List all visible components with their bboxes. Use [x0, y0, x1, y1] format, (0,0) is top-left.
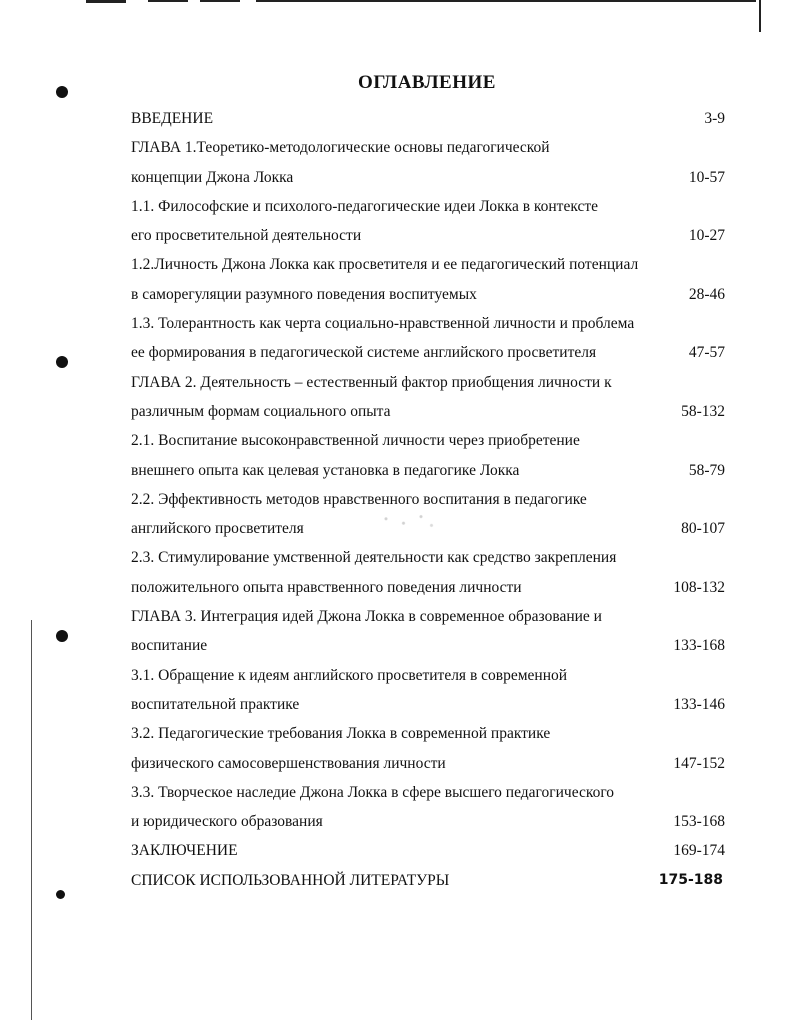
toc-entry [131, 602, 725, 631]
scan-edge-mark [759, 0, 761, 32]
toc-entry-title: в саморегуляции разумного поведения воспитуемых [131, 285, 477, 303]
toc-entry-title: 1.1. Философские и психолого-педагогические идеи Локка в контексте [131, 197, 599, 215]
toc-entry-title: 2.3. Стимулирование умственной деятельности как средство закрепления [131, 549, 617, 567]
toc-entry-title: внешнего опыта как целевая установка в педагогике Локка [131, 461, 520, 479]
toc-entry-pages: 108-132 [673, 578, 725, 596]
toc-entry-pages: 175-188 [658, 871, 723, 888]
toc-entry [131, 280, 725, 309]
toc-entry-title: его просветительной деятельности [131, 227, 362, 245]
toc-entry [131, 661, 725, 690]
toc-entry [131, 749, 725, 778]
toc-entry-title: ее формирования в педагогической системе английского просветителя [131, 344, 597, 362]
toc-entry-pages: 47-57 [688, 344, 725, 362]
toc-entry [131, 163, 725, 192]
scan-edge-mark [31, 620, 32, 1020]
binder-hole [56, 890, 65, 899]
toc-entry [131, 719, 725, 748]
table-of-contents [131, 104, 725, 895]
toc-entry [131, 836, 725, 865]
toc-entry-pages: 133-146 [673, 695, 725, 713]
toc-entry [131, 250, 725, 279]
toc-entry-pages: 58-132 [681, 402, 725, 420]
toc-entry [131, 368, 725, 397]
binder-hole [56, 630, 68, 642]
toc-entry [131, 573, 725, 602]
scan-edge-mark [200, 0, 240, 2]
toc-entry-title: и юридического образования [131, 813, 323, 831]
toc-entry-title: 1.2.Личность Джона Локка как просветителя и ее педагогический потенциал [131, 256, 639, 274]
toc-entry-pages: 3-9 [704, 110, 725, 127]
binder-hole [56, 356, 68, 368]
toc-entry [131, 338, 725, 367]
toc-entry-title: ГЛАВА 2. Деятельность – естественный фактор приобщения личности к [131, 373, 612, 391]
toc-entry [131, 514, 725, 543]
toc-entry [131, 543, 725, 572]
toc-entry-title: воспитание [131, 637, 208, 655]
toc-entry-title: ГЛАВА 3. Интеграция идей Джона Локка в современное образование и [131, 608, 602, 626]
toc-entry-pages: 169-174 [673, 842, 725, 860]
toc-entry-pages: 153-168 [673, 813, 725, 831]
toc-entry-title: положительного опыта нравственного поведения личности [131, 578, 522, 596]
toc-entry-title: ВВЕДЕНИЕ [131, 110, 214, 127]
toc-entry [131, 456, 725, 485]
toc-entry-pages: 133-168 [673, 637, 725, 655]
toc-entry-pages: 10-57 [688, 168, 725, 186]
toc-entry-title: 3.3. Творческое наследие Джона Локка в сфере высшего педагогического [131, 783, 615, 801]
toc-entry [131, 866, 725, 895]
scan-edge-mark [86, 0, 126, 3]
toc-entry-pages: 28-46 [688, 285, 725, 303]
toc-entry-title: различным формам социального опыта [131, 402, 391, 420]
scan-edge-mark [148, 0, 188, 2]
toc-entry-title: 2.1. Воспитание высоконравственной личности через приобретение [131, 432, 580, 450]
toc-entry-title: концепции Джона Локка [131, 168, 294, 186]
toc-entry [131, 309, 725, 338]
page-title: ОГЛАВЛЕНИЕ [358, 72, 496, 93]
toc-entry [131, 426, 725, 455]
toc-entry [131, 807, 725, 836]
toc-entry-pages: 58-79 [688, 461, 725, 479]
toc-entry-title: ГЛАВА 1.Теоретико-методологические основы педагогической [131, 139, 550, 157]
toc-entry-pages: 10-27 [688, 227, 725, 245]
toc-entry [131, 631, 725, 660]
toc-entry [131, 485, 725, 514]
toc-entry [131, 397, 725, 426]
toc-entry-title: английского просветителя [131, 520, 304, 538]
toc-entry-pages: 147-152 [673, 754, 725, 772]
toc-entry-title: физического самосовершенствования личности [131, 754, 446, 772]
toc-entry-title: 2.2. Эффективность методов нравственного воспитания в педагогике [131, 490, 587, 508]
toc-entry [131, 778, 725, 807]
toc-entry-title: 1.3. Толерантность как черта социально-нравственной личности и проблема [131, 315, 635, 333]
toc-entry-title: 3.2. Педагогические требования Локка в современной практике [131, 725, 551, 743]
toc-entry-pages: 80-107 [681, 520, 725, 538]
toc-entry [131, 104, 725, 133]
toc-entry-title: ЗАКЛЮЧЕНИЕ [131, 842, 238, 860]
toc-entry [131, 192, 725, 221]
toc-entry-title: воспитательной практике [131, 695, 300, 713]
toc-entry-title: СПИСОК ИСПОЛЬЗОВАННОЙ ЛИТЕРАТУРЫ [131, 871, 450, 889]
toc-entry [131, 221, 725, 250]
toc-entry [131, 690, 725, 719]
toc-entry [131, 133, 725, 162]
scan-edge-mark [256, 0, 756, 2]
toc-entry-title: 3.1. Обращение к идеям английского просветителя в современной [131, 666, 568, 684]
